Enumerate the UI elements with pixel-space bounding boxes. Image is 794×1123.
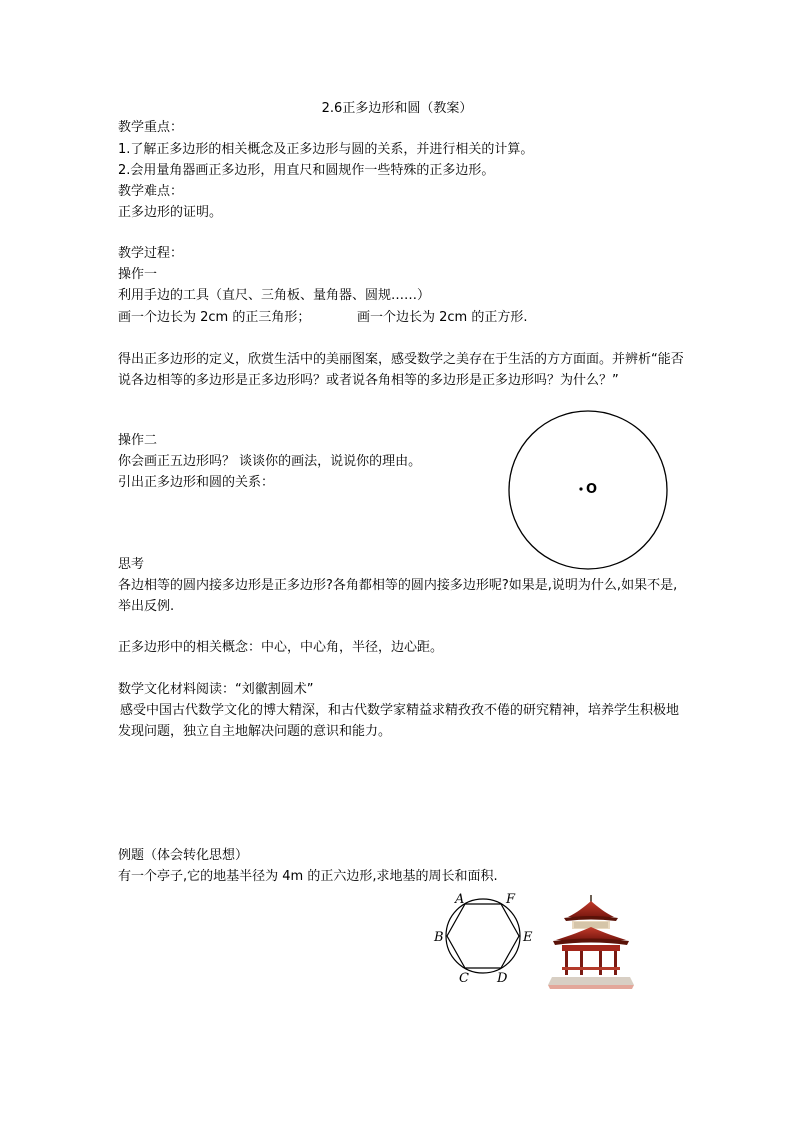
hexagon-label-e: E (523, 930, 533, 945)
circle-figure (500, 405, 675, 575)
hexagon-figure (425, 885, 545, 990)
hexagon-shape (447, 904, 519, 968)
op2-relation: 引出正多边形和圆的关系： (118, 475, 275, 490)
heading-key-points: 教学重点： (118, 120, 184, 135)
heading-difficulty: 教学难点： (118, 184, 184, 199)
op1-task-b: 画一个边长为 2cm 的正方形. (357, 310, 528, 325)
concepts-line: 正多边形中的相关概念：中心，中心角，半径，边心距。 (118, 640, 444, 655)
difficulty-text: 正多边形的证明。 (118, 205, 223, 220)
op2-question: 你会画正五边形吗？ 谈谈你的画法，说说你的理由。 (118, 454, 422, 469)
hexagon-label-d: D (497, 971, 508, 986)
hexagon-label-f: F (506, 892, 516, 907)
pavilion-image (548, 893, 634, 993)
hexagon-label-c: C (459, 971, 469, 986)
think-heading: 思考 (118, 557, 145, 572)
op1-tools: 利用手边的工具（直尺、三角板、量角器、圆规……） (118, 288, 431, 303)
key-point-2: 2.会用量角器画正多边形，用直尺和圆规作一些特殊的正多边形。 (118, 163, 495, 178)
op1-heading: 操作一 (118, 267, 158, 282)
example-text: 有一个亭子,它的地基半径为 4m 的正六边形,求地基的周长和面积. (118, 869, 498, 884)
center-dot (579, 487, 582, 490)
hexagon-circumcircle (446, 899, 520, 973)
key-point-1: 1.了解正多边形的相关概念及正多边形与圆的关系，并进行相关的计算。 (118, 142, 534, 157)
op1-task-a: 画一个边长为 2cm 的正三角形； (118, 310, 311, 325)
culture-paragraph: 感受中国古代数学文化的博大精深，和古代数学家精益求精孜孜不倦的研究精神，培养学生积极地发现问题，独立自主地解决问题的意识和能力。 (118, 703, 680, 739)
op2-heading: 操作二 (118, 433, 158, 448)
think-paragraph: 各边相等的圆内接多边形是正多边形?各角都相等的圆内接多边形呢?如果是,说明为什么,如果不是,举出反例. (118, 578, 678, 614)
heading-process: 教学过程： (118, 246, 184, 261)
example-heading: 例题（体会转化思想） (118, 848, 249, 863)
page-title: 2.6正多边形和圆（教案） (321, 101, 473, 116)
definition-paragraph: 得出正多边形的定义，欣赏生活中的美丽图案，感受数学之美存在于生活的方方面面。并辨析“能否说各边相等的多边形是正多边形吗？或者说各角相等的多边形是正多边形吗？为什么？” (118, 352, 684, 388)
circle-center-label: O (586, 482, 598, 497)
hexagon-label-b: B (434, 930, 444, 945)
hexagon-label-a: A (455, 892, 465, 907)
culture-heading: 数学文化材料阅读：“刘徽割圆术” (118, 682, 314, 697)
